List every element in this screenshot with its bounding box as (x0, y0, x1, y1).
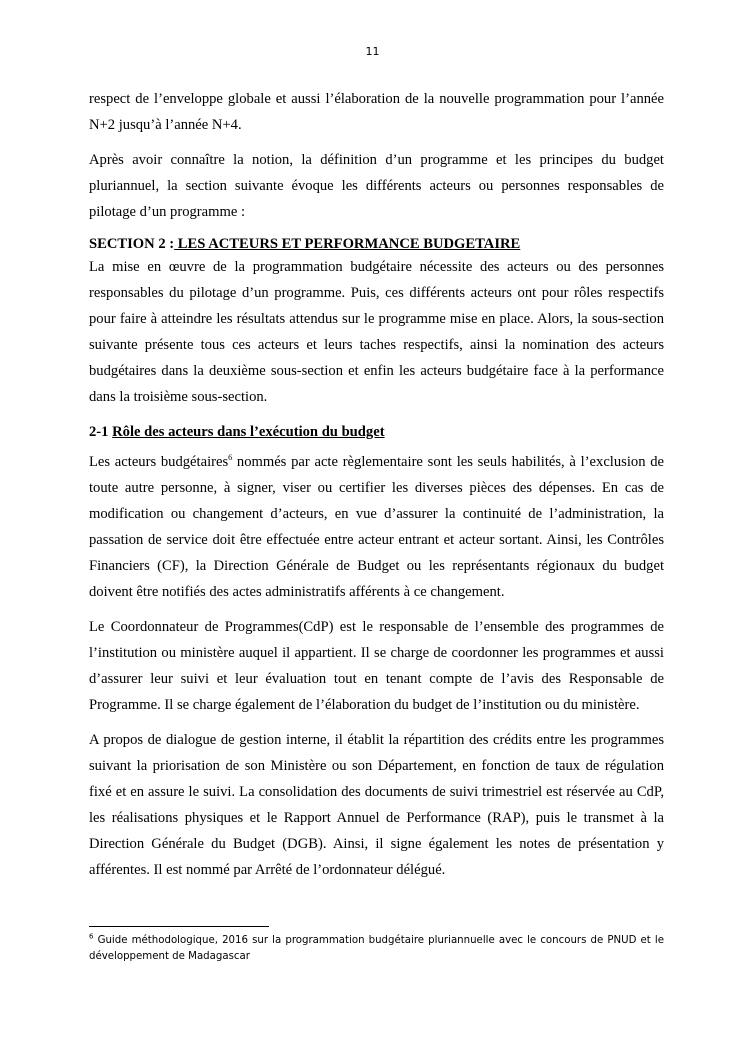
footnote (89, 933, 664, 965)
section-heading (89, 234, 664, 254)
paragraph-management-dialogue: A propos de dialogue de gestion interne, il établit la répartition des crédits entre les programmes suivant la priorisation de son Ministère ou son Département, en fonction de taux de régulation fixé et en assure le suivi. La consolidation des documents de suivi trimestriel est réservée au CdP, les réalisations physiques et le Rapport Annuel de Performance (RAP), puis le transmet à la Direction Générale du Budget (DGB). Ainsi, il signe également les notes de présentation y afférentes. Il est nommé par Arrêté de l’ordonnateur délégué. (89, 732, 664, 878)
section-title: LES ACTEURS ET PERFORMANCE BUDGETAIRE (174, 236, 521, 252)
footnote-separator (89, 926, 269, 927)
subsection-title: Rôle des acteurs dans l’exécution du budget (112, 424, 385, 440)
paragraph-budget-actors-rest: nommés par acte règlementaire sont les seuls habilités, à l’exclusion de toute autre personne, à signer, viser ou certifier les diverses pièces des dépenses. En cas de modification ou changement d’acteurs, en vue d’assurer la continuité de l’administration, la passation de service doit être effectuée entre acteur entrant et acteur sortant. Ainsi, les Contrôles Financiers (CF), la Direction Générale de Budget ou les représentants régionaux du budget doivent être notifiés des actes administratifs afférents à ce changement. (89, 454, 665, 600)
footnote-marker: 6 (89, 932, 94, 941)
page-number: 11 (365, 45, 380, 58)
subsection-number: 2-1 (89, 424, 109, 440)
paragraph-coordinator: Le Coordonnateur de Programmes(CdP) est le responsable de l’ensemble des programmes de l’institution ou ministère auquel il appartient. Il se charge de coordonner les programmes et aussi d’assurer leur suivi et leur évaluation tout en tenant compte de l’avis des Responsable de Programme. Il se charge également de l’élaboration du budget de l’institution ou du ministère. (89, 619, 664, 713)
subsection-heading (89, 419, 664, 445)
document-body (89, 86, 664, 892)
section-prefix: SECTION 2 : (89, 236, 175, 252)
paragraph-budget-actors (89, 449, 664, 605)
paragraph-continuation: respect de l’enveloppe globale et aussi l’élaboration de la nouvelle programmation pour l’année N+2 jusqu’à l’année N+4. (89, 91, 664, 133)
section-intro-paragraph: La mise en œuvre de la programmation budgétaire nécessite des acteurs ou des personnes responsables du pilotage d’un programme. Puis, ces différents acteurs ont pour rôles respectifs pour faire à atteindre les résultats attendus sur le programme mise en place. Alors, la sous-section suivante présente tous ces acteurs et leurs taches respectifs, ainsi la nomination des acteurs budgétaires dans la deuxième sous-section et enfin les acteurs budgétaire face à la performance dans la troisième sous-section. (89, 259, 664, 405)
paragraph-budget-actors-start: Les acteurs budgétaires (89, 454, 229, 470)
paragraph-transition: Après avoir connaître la notion, la définition d’un programme et les principes du budget pluriannuel, la section suivante évoque les différents acteurs ou personnes responsables de pilotage d’un programme : (89, 152, 664, 220)
footnote-reference[interactable]: 6 (228, 453, 233, 463)
footnote-text: Guide méthodologique, 2016 sur la programmation budgétaire pluriannuelle avec le concours de PNUD et le développement de Madagascar (89, 935, 664, 962)
